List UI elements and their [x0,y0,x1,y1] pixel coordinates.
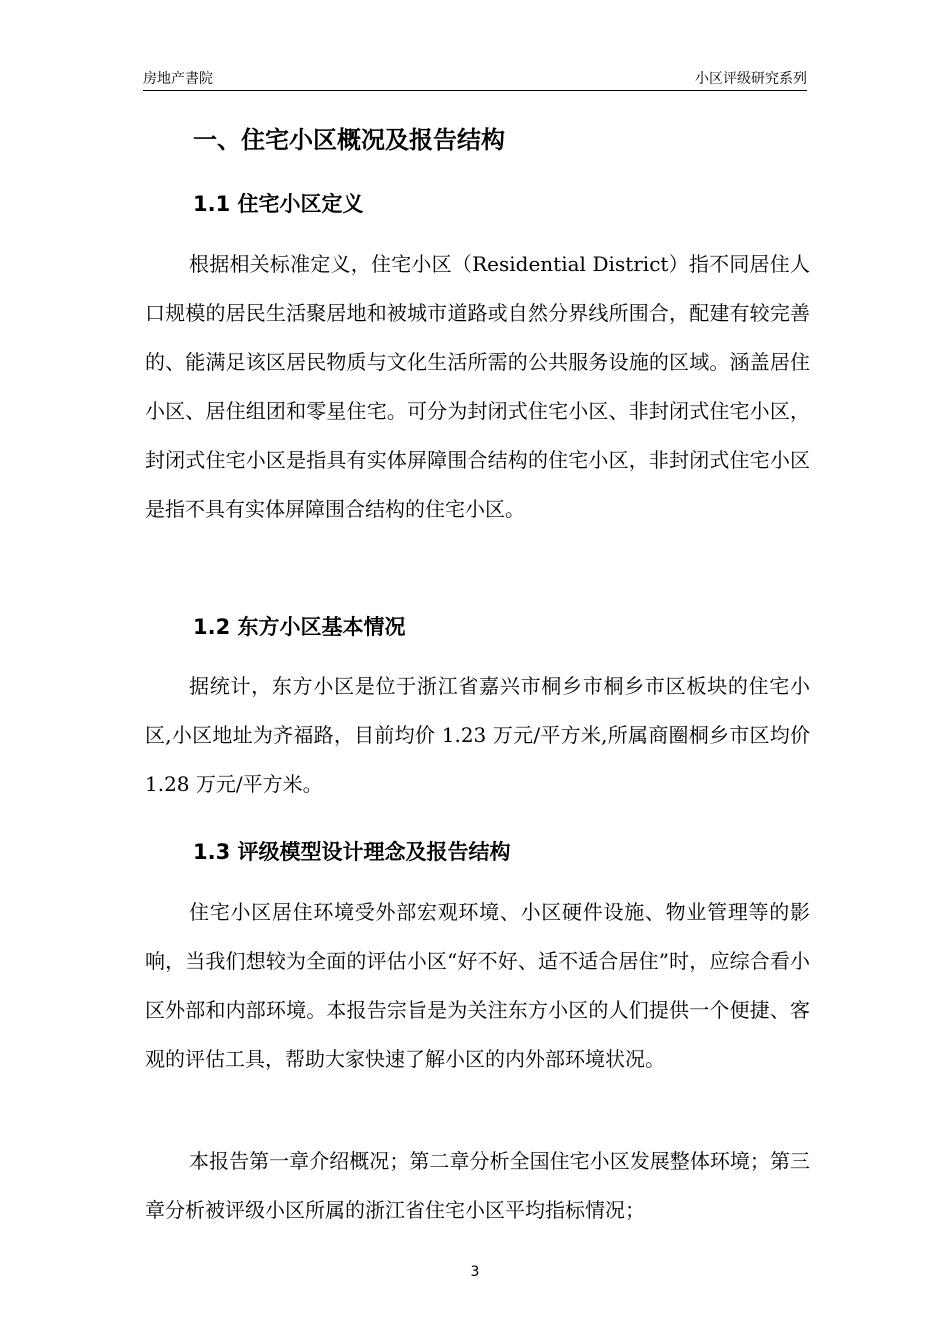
section-1-3-paragraph-2: 本报告第一章介绍概况；第二章分析全国住宅小区发展整体环境；第三章分析被评级小区所属的浙江省住宅小区平均指标情况； [145,1149,810,1222]
page-header [143,66,807,91]
chapter-title: 一、住宅小区概况及报告结构 [193,126,505,154]
section-heading-1-2: 1.2 东方小区基本情况 [193,615,406,639]
header-series-title: 小区评级研究系列 [695,71,807,87]
section-1-2-paragraph: 据统计，东方小区是位于浙江省嘉兴市桐乡市桐乡市区板块的住宅小区,小区地址为齐福路，目前均价 1.23 万元/平方米,所属商圈桐乡市区均价 1.28 万元/平方米。 [145,674,810,796]
section-1-3-paragraph-1: 住宅小区居住环境受外部宏观环境、小区硬件设施、物业管理等的影响，当我们想较为全面的评估小区“好不好、适不适合居住”时，应综合看小区外部和内部环境。本报告宗旨是为关注东方小区的人们提供一个便捷、客观的评估工具，帮助大家快速了解小区的内外部环境状况。 [145,900,810,1071]
section-1-1-paragraph: 根据相关标准定义，住宅小区（Residential District）指不同居住人口规模的居民生活聚居地和被城市道路或自然分界线所围合，配建有较完善的、能满足该区居民物质与文化生活所需的公共服务设施的区域。涵盖居住小区、居住组团和零星住宅。可分为封闭式住宅小区、非封闭式住宅小区，封闭式住宅小区是指具有实体屏障围合结构的住宅小区，非封闭式住宅小区是指不具有实体屏障围合结构的住宅小区。 [145,252,810,521]
header-publisher: 房地产書院 [143,71,213,87]
page-number: 3 [470,1264,480,1280]
section-heading-1-1: 1.1 住宅小区定义 [193,192,364,216]
section-heading-1-3: 1.3 评级模型设计理念及报告结构 [193,840,511,864]
